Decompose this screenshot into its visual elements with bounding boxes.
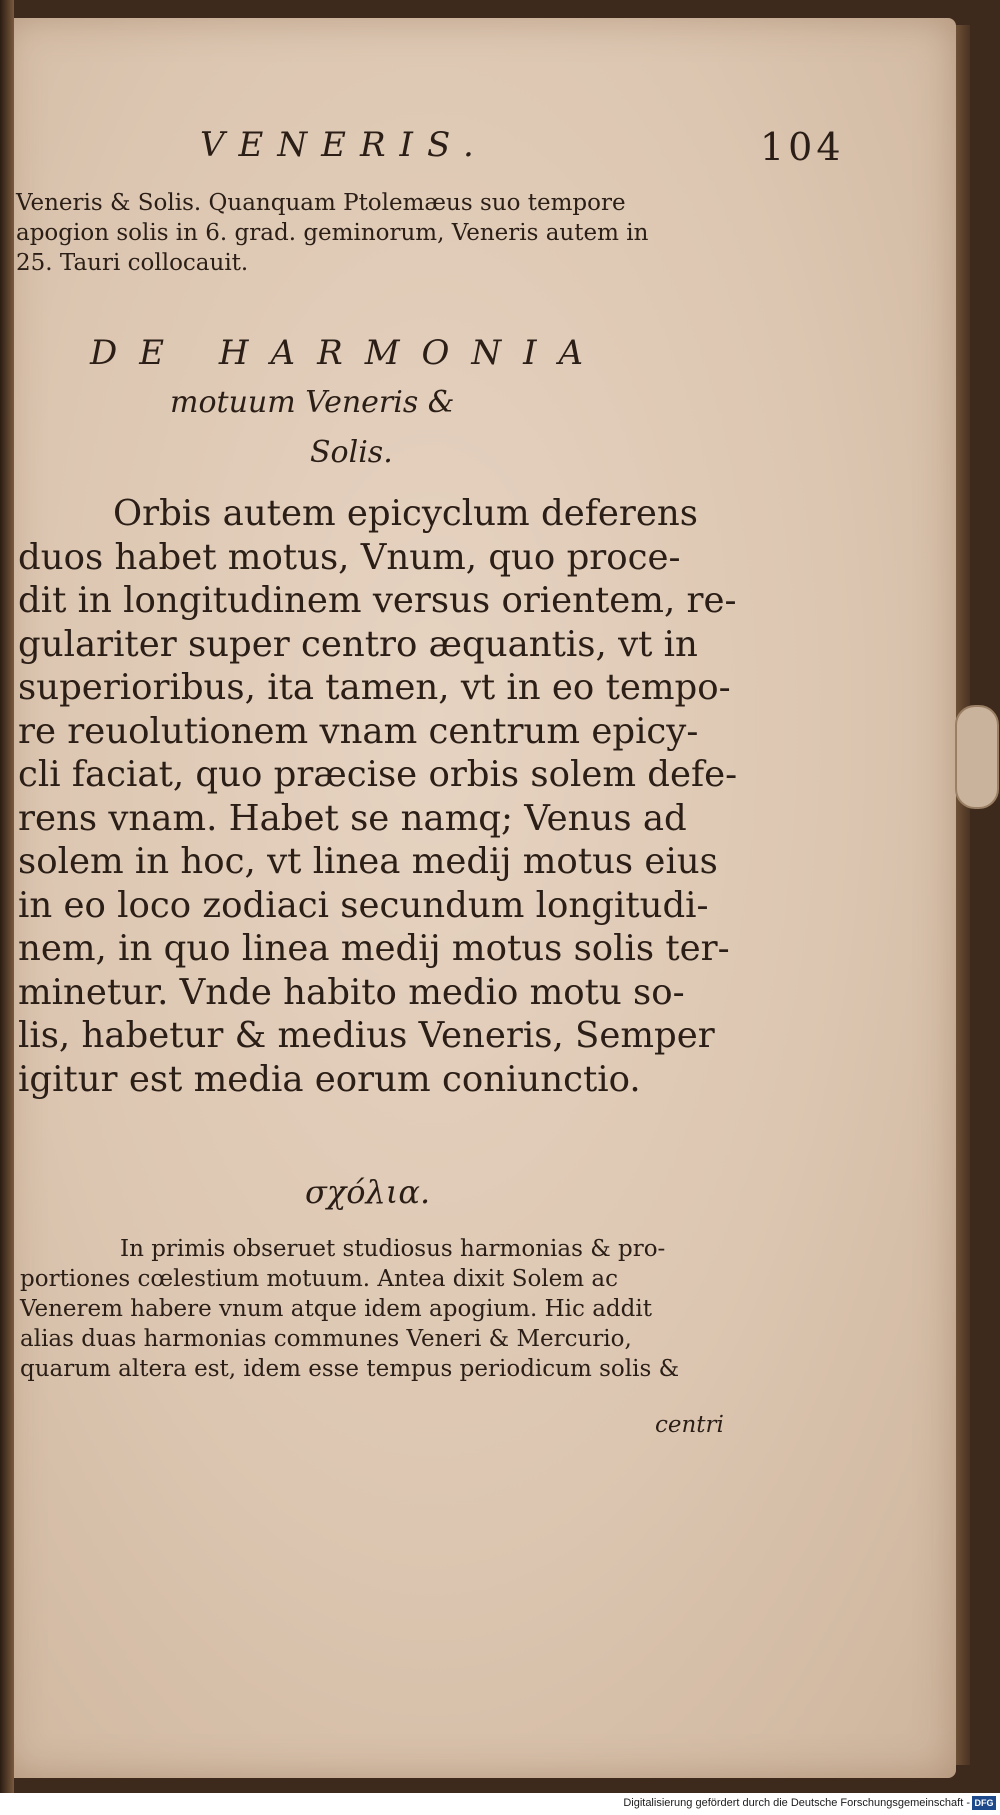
text-line: 25. Tauri collocauit. (16, 250, 249, 276)
text-line: rens vnam. Habet se namq; Venus ad (18, 797, 687, 839)
text-line: superioribus, ita tamen, vt in eo tempo- (18, 667, 731, 708)
section-subtitle: motuum Veneris & (170, 385, 455, 420)
text-line: In primis obseruet studiosus harmonias & pro- (120, 1236, 666, 1262)
scholia-paragraph (20, 1234, 679, 1384)
text-line: Veneris & Solis. Quanquam Ptolemæus suo tempore (16, 190, 626, 216)
page-tab-marker (955, 705, 999, 809)
digitization-footer (0, 1793, 1000, 1815)
funding-credit: Digitalisierung gefördert durch die Deutsche Forschungsgemeinschaft - (623, 1797, 970, 1809)
text-line: quarum altera est, idem esse tempus periodicum solis & (20, 1356, 680, 1382)
text-line: Orbis autem epicyclum deferens (113, 493, 698, 534)
text-line: igitur est media eorum coniunctio. (18, 1058, 641, 1100)
gutter-edge (0, 0, 14, 1793)
page-number: 104 (760, 125, 845, 169)
text-line: re reuolutionem vnam centrum epicy- (18, 710, 699, 752)
continued-text (16, 188, 648, 278)
text-line: duos habet motus, Vnum, quo proce- (18, 536, 681, 578)
main-paragraph (18, 492, 737, 1101)
text-line: nem, in quo linea medij motus solis ter- (18, 928, 730, 969)
text-line: gulariter super centro æquantis, vt in (18, 623, 698, 665)
text-line: dit in longitudinem versus orientem, re- (18, 580, 737, 621)
scholia-heading: σχόλια. (305, 1173, 431, 1211)
section-subtitle: Solis. (310, 435, 393, 470)
text-line: in eo loco zodiaci secundum longitudi- (18, 884, 709, 926)
dfg-logo: DFG (972, 1796, 996, 1810)
catchword: centri (655, 1412, 724, 1438)
text-line: apogion solis in 6. grad. geminorum, Veneris autem in (16, 220, 649, 246)
text-line: alias duas harmonias communes Veneri & Mercurio, (20, 1326, 632, 1352)
section-title: DE HARMONIA (90, 333, 606, 373)
text-line: lis, habetur & medius Veneris, Semper (18, 1015, 715, 1056)
text-line: portiones cœlestium motuum. Antea dixit Solem ac (20, 1266, 618, 1292)
text-line: minetur. Vnde habito medio motu so- (18, 971, 685, 1013)
text-line: Venerem habere vnum atque idem apogium. Hic addit (20, 1296, 652, 1322)
text-line: solem in hoc, vt linea medij motus eius (18, 841, 718, 882)
running-header: VENERIS. (200, 125, 488, 165)
text-line: cli faciat, quo præcise orbis solem defe- (18, 754, 738, 795)
